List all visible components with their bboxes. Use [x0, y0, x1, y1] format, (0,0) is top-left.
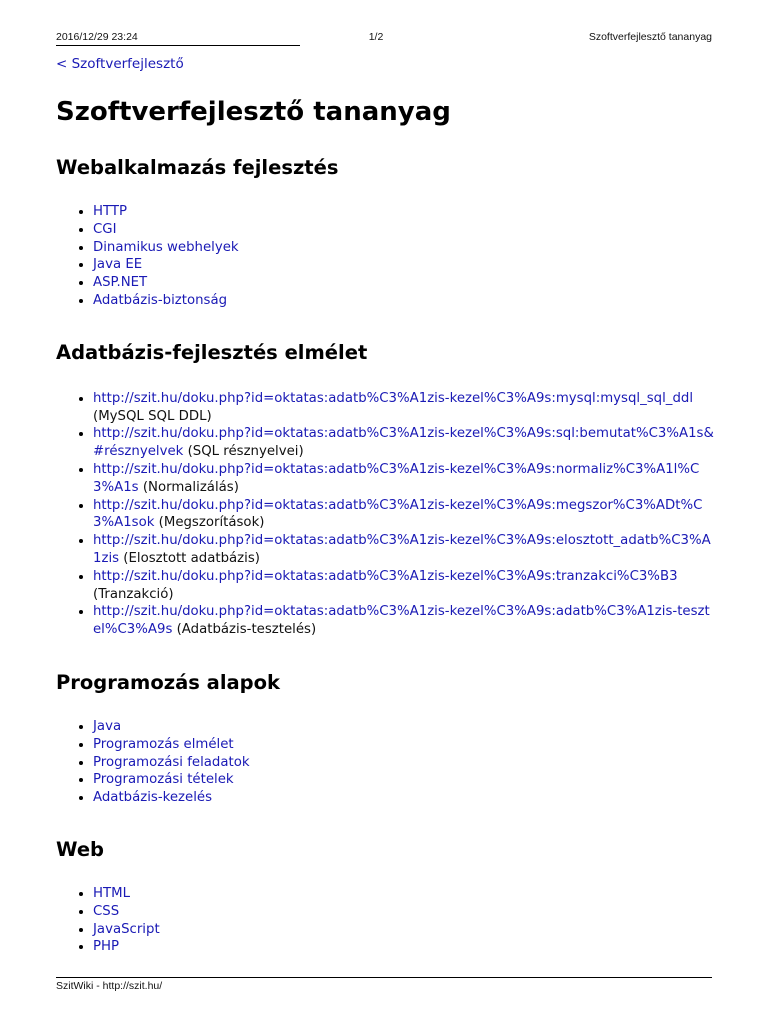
- list-item: [93, 221, 716, 239]
- link-dynamic-sites[interactable]: Dinamikus webhelyek: [93, 239, 239, 255]
- list-item: [93, 938, 716, 956]
- link-constraints[interactable]: http://szit.hu/doku.php?id=oktatas:adatb%C3%A1zis-kezel%C3%A9s:megszor%C3%ADt%C3%A1sok: [93, 497, 703, 531]
- link-note: (MySQL SQL DDL): [93, 408, 212, 424]
- link-asp-net[interactable]: ASP.NET: [93, 275, 148, 291]
- link-cgi[interactable]: CGI: [93, 221, 117, 237]
- list-programming: [56, 718, 716, 807]
- link-javascript[interactable]: JavaScript: [93, 921, 160, 937]
- list-item: [93, 885, 716, 903]
- list-item: [93, 497, 716, 533]
- link-distributed-db[interactable]: http://szit.hu/doku.php?id=oktatas:adatb%C3%A1zis-kezel%C3%A9s:elosztott_adatb%C3%A1zis: [93, 533, 711, 566]
- link-note: (Adatbázis-tesztelés): [176, 622, 317, 638]
- list-item: [93, 754, 716, 772]
- page-content: [56, 55, 716, 956]
- list-item: [93, 568, 716, 604]
- link-note: (Elosztott adatbázis): [123, 550, 260, 566]
- link-normalization[interactable]: http://szit.hu/doku.php?id=oktatas:adatb%C3%A1zis-kezel%C3%A9s:normaliz%C3%A1l%C3%A1s: [93, 461, 700, 495]
- list-item: [93, 390, 716, 426]
- link-css[interactable]: CSS: [93, 903, 120, 919]
- print-doc-title: Szoftverfejlesztő tananyag: [588, 31, 712, 43]
- header-rule: [56, 45, 300, 46]
- link-programming-tasks[interactable]: Programozási feladatok: [93, 754, 250, 770]
- back-link[interactable]: < Szoftverfejlesztő: [56, 56, 184, 72]
- link-sql-sublanguages[interactable]: http://szit.hu/doku.php?id=oktatas:adatb%C3%A1zis-kezel%C3%A9s:sql:bemutat%C3%A1s&#résznyelvek: [93, 426, 714, 460]
- link-note: (Megszorítások): [158, 515, 265, 531]
- link-db-testing[interactable]: http://szit.hu/doku.php?id=oktatas:adatb%C3%A1zis-kezel%C3%A9s:adatb%C3%A1zis-tesztel%C3%A9s: [93, 604, 710, 638]
- list-web-dev: [56, 203, 716, 310]
- link-note: (SQL résznyelvei): [187, 444, 304, 460]
- link-html[interactable]: HTML: [93, 885, 131, 901]
- heading-web-dev: Webalkalmazás fejlesztés: [56, 156, 339, 179]
- link-db-handling[interactable]: Adatbázis-kezelés: [93, 790, 213, 806]
- link-programming-theorems[interactable]: Programozási tételek: [93, 772, 234, 788]
- list-item: [93, 203, 716, 221]
- list-web: [56, 885, 716, 956]
- list-item: [93, 256, 716, 274]
- list-item: [93, 718, 716, 736]
- heading-web: Web: [56, 837, 104, 861]
- list-item: [93, 532, 716, 568]
- list-item: [93, 425, 716, 461]
- link-php[interactable]: PHP: [93, 939, 120, 955]
- list-item: [93, 771, 716, 789]
- link-note: (Tranzakció): [93, 586, 174, 602]
- link-http[interactable]: HTTP: [93, 204, 128, 219]
- print-header: [56, 31, 712, 45]
- print-footer: SzitWiki - http://szit.hu/: [56, 980, 163, 992]
- footer-rule: [56, 977, 712, 978]
- link-programming-theory[interactable]: Programozás elmélet: [93, 736, 234, 752]
- list-item: [93, 274, 716, 292]
- heading-programming: Programozás alapok: [56, 670, 280, 694]
- list-item: [93, 461, 716, 497]
- link-java[interactable]: Java: [93, 718, 122, 734]
- list-db-theory: [56, 390, 716, 639]
- list-item: [93, 603, 716, 639]
- link-transaction[interactable]: http://szit.hu/doku.php?id=oktatas:adatb%C3%A1zis-kezel%C3%A9s:tranzakci%C3%B3: [93, 568, 678, 584]
- link-mysql-ddl[interactable]: http://szit.hu/doku.php?id=oktatas:adatb%C3%A1zis-kezel%C3%A9s:mysql:mysql_sql_ddl: [93, 390, 694, 406]
- list-item: [93, 292, 716, 310]
- link-java-ee[interactable]: Java EE: [93, 257, 143, 273]
- link-note: (Normalizálás): [142, 479, 239, 495]
- link-db-security[interactable]: Adatbázis-biztonság: [93, 292, 228, 308]
- list-item: [93, 789, 716, 807]
- list-item: [93, 736, 716, 754]
- print-page-number: 1/2: [368, 31, 384, 43]
- list-item: [93, 903, 716, 921]
- print-datetime: 2016/12/29 23:24: [56, 31, 138, 43]
- list-item: [93, 239, 716, 257]
- page-title: Szoftverfejlesztő tananyag: [56, 97, 451, 127]
- heading-db-theory: Adatbázis-fejlesztés elmélet: [56, 340, 368, 364]
- list-item: [93, 921, 716, 939]
